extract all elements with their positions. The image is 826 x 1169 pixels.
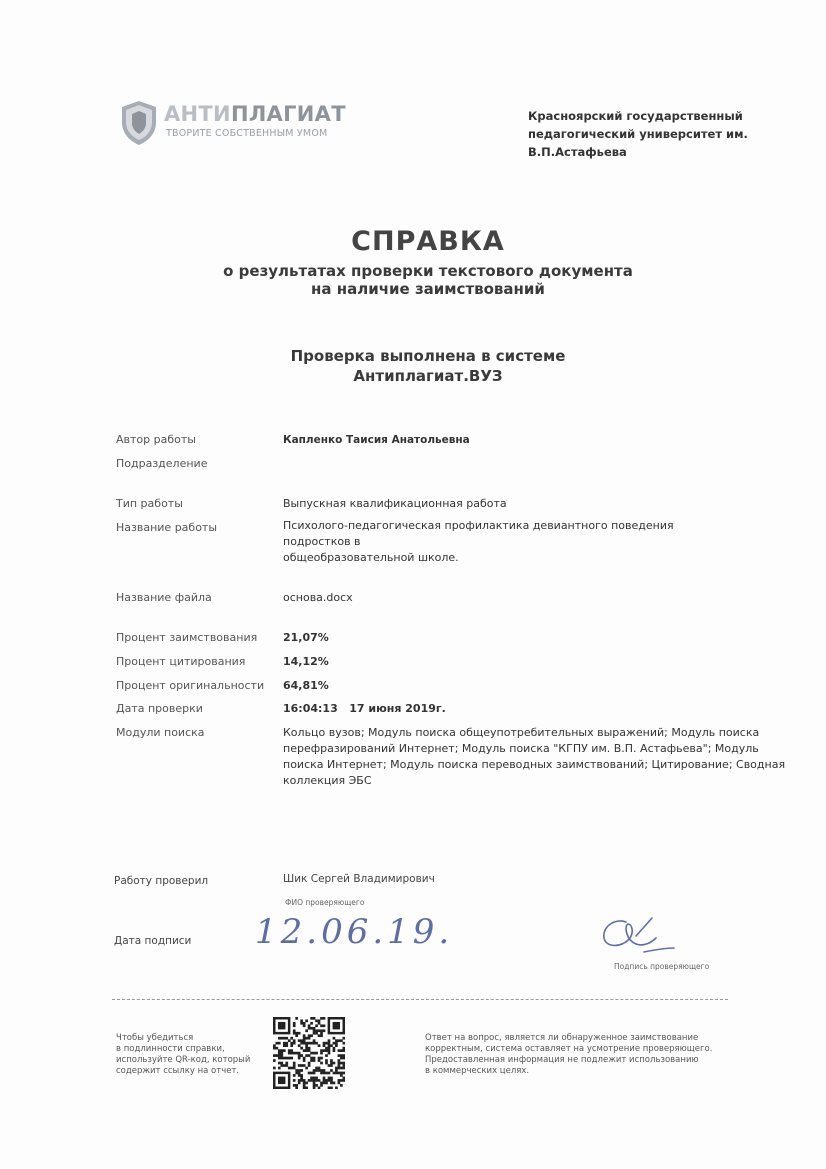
citation-percent-value: 14,12%	[283, 655, 329, 668]
system-line: Проверка выполнена в системе	[290, 347, 566, 365]
author-value: Капленко Таисия Анатольевна	[283, 434, 470, 446]
citation-percent-label: Процент цитирования	[116, 655, 246, 668]
work-type-value: Выпускная квалификационная работа	[283, 497, 507, 510]
search-modules-line: Кольцо вузов; Модуль поиска общеупотребительных выражений; Модуль поиска	[283, 726, 760, 739]
qr-note-line: Чтобы убедиться	[116, 1033, 194, 1043]
check-date-label: Дата проверки	[116, 702, 203, 715]
file-name-value: основа.docx	[283, 591, 353, 604]
qr-note-line: содержит ссылку на отчет.	[116, 1066, 240, 1076]
system-statement	[0, 346, 826, 386]
originality-percent-value: 64,81%	[283, 679, 329, 692]
work-title-label: Название работы	[116, 521, 218, 534]
check-date-value	[283, 701, 446, 717]
search-modules-line: поиска Интернет; Модуль поиска переводных заимствований; Цитирование; Сводная	[283, 758, 786, 771]
borrowing-percent-value: 21,07%	[283, 631, 329, 644]
document-subtitle	[0, 262, 826, 298]
department-label: Подразделение	[116, 457, 208, 470]
organization-line: Красноярский государственный	[528, 109, 743, 123]
handwritten-date: 12.06.19.	[255, 912, 454, 952]
author-label: Автор работы	[116, 433, 196, 446]
organization-name	[528, 107, 768, 161]
checker-name: Шик Сергей Владимирович	[283, 873, 435, 885]
checked-by-label: Работу проверил	[114, 875, 209, 887]
qr-note-line: в подлинности справки,	[116, 1044, 225, 1054]
search-modules-line: коллекция ЭБС	[283, 774, 372, 787]
qr-note	[116, 1033, 250, 1077]
logo-name-part1: АНТИ	[164, 102, 231, 126]
dashed-divider	[112, 999, 728, 1000]
originality-percent-label: Процент оригинальности	[116, 679, 265, 692]
file-name-label: Название файла	[116, 591, 212, 604]
subtitle-line: о результатах проверки текстового документа	[223, 262, 633, 280]
borrowing-percent-label: Процент заимствования	[116, 631, 258, 644]
work-type-label: Тип работы	[116, 497, 183, 510]
disclaimer	[425, 1033, 712, 1077]
disclaimer-line: в коммерческих целях.	[425, 1066, 530, 1076]
check-date: 17 июня 2019г.	[349, 702, 446, 715]
search-modules-line: перефразирований Интернет; Модуль поиска "КГПУ им. В.П. Астафьева"; Модуль	[283, 742, 759, 755]
organization-line: В.П.Астафьева	[528, 145, 627, 159]
qr-note-line: используйте QR-код, который	[116, 1055, 251, 1065]
sign-date-label: Дата подписи	[114, 935, 192, 947]
signature-caption: Подпись проверяющего	[614, 962, 710, 971]
work-title-value	[283, 518, 713, 566]
signature-icon	[596, 912, 686, 958]
work-title-line: общеобразовательной школе.	[283, 551, 459, 564]
checker-caption: ФИО проверяющего	[285, 898, 365, 907]
logo-slogan: ТВОРИТЕ СОБСТВЕННЫМ УМОМ	[166, 128, 328, 139]
document-title: СПРАВКА	[351, 226, 505, 257]
qr-code-icon[interactable]	[273, 1017, 345, 1089]
check-time: 16:04:13	[283, 702, 338, 715]
shield-logo-icon	[120, 100, 158, 146]
system-line: Антиплагиат.ВУЗ	[353, 367, 503, 385]
logo-wordmark	[164, 102, 346, 126]
disclaimer-line: Предоставленная информация не подлежит использованию	[425, 1055, 699, 1065]
logo-name-part2: ПЛАГИАТ	[230, 102, 346, 126]
disclaimer-line: корректным, система оставляет на усмотрение проверяющего.	[425, 1044, 713, 1054]
search-modules-value	[283, 725, 786, 789]
work-title-line: Психолого-педагогическая профилактика девиантного поведения подростков в	[283, 519, 674, 548]
disclaimer-line: Ответ на вопрос, является ли обнаруженное заимствование	[425, 1033, 699, 1043]
subtitle-line: на наличие заимствований	[311, 280, 545, 298]
antiplagiat-logo	[120, 100, 350, 150]
organization-line: педагогический университет им.	[528, 127, 748, 141]
search-modules-label: Модули поиска	[116, 726, 205, 739]
